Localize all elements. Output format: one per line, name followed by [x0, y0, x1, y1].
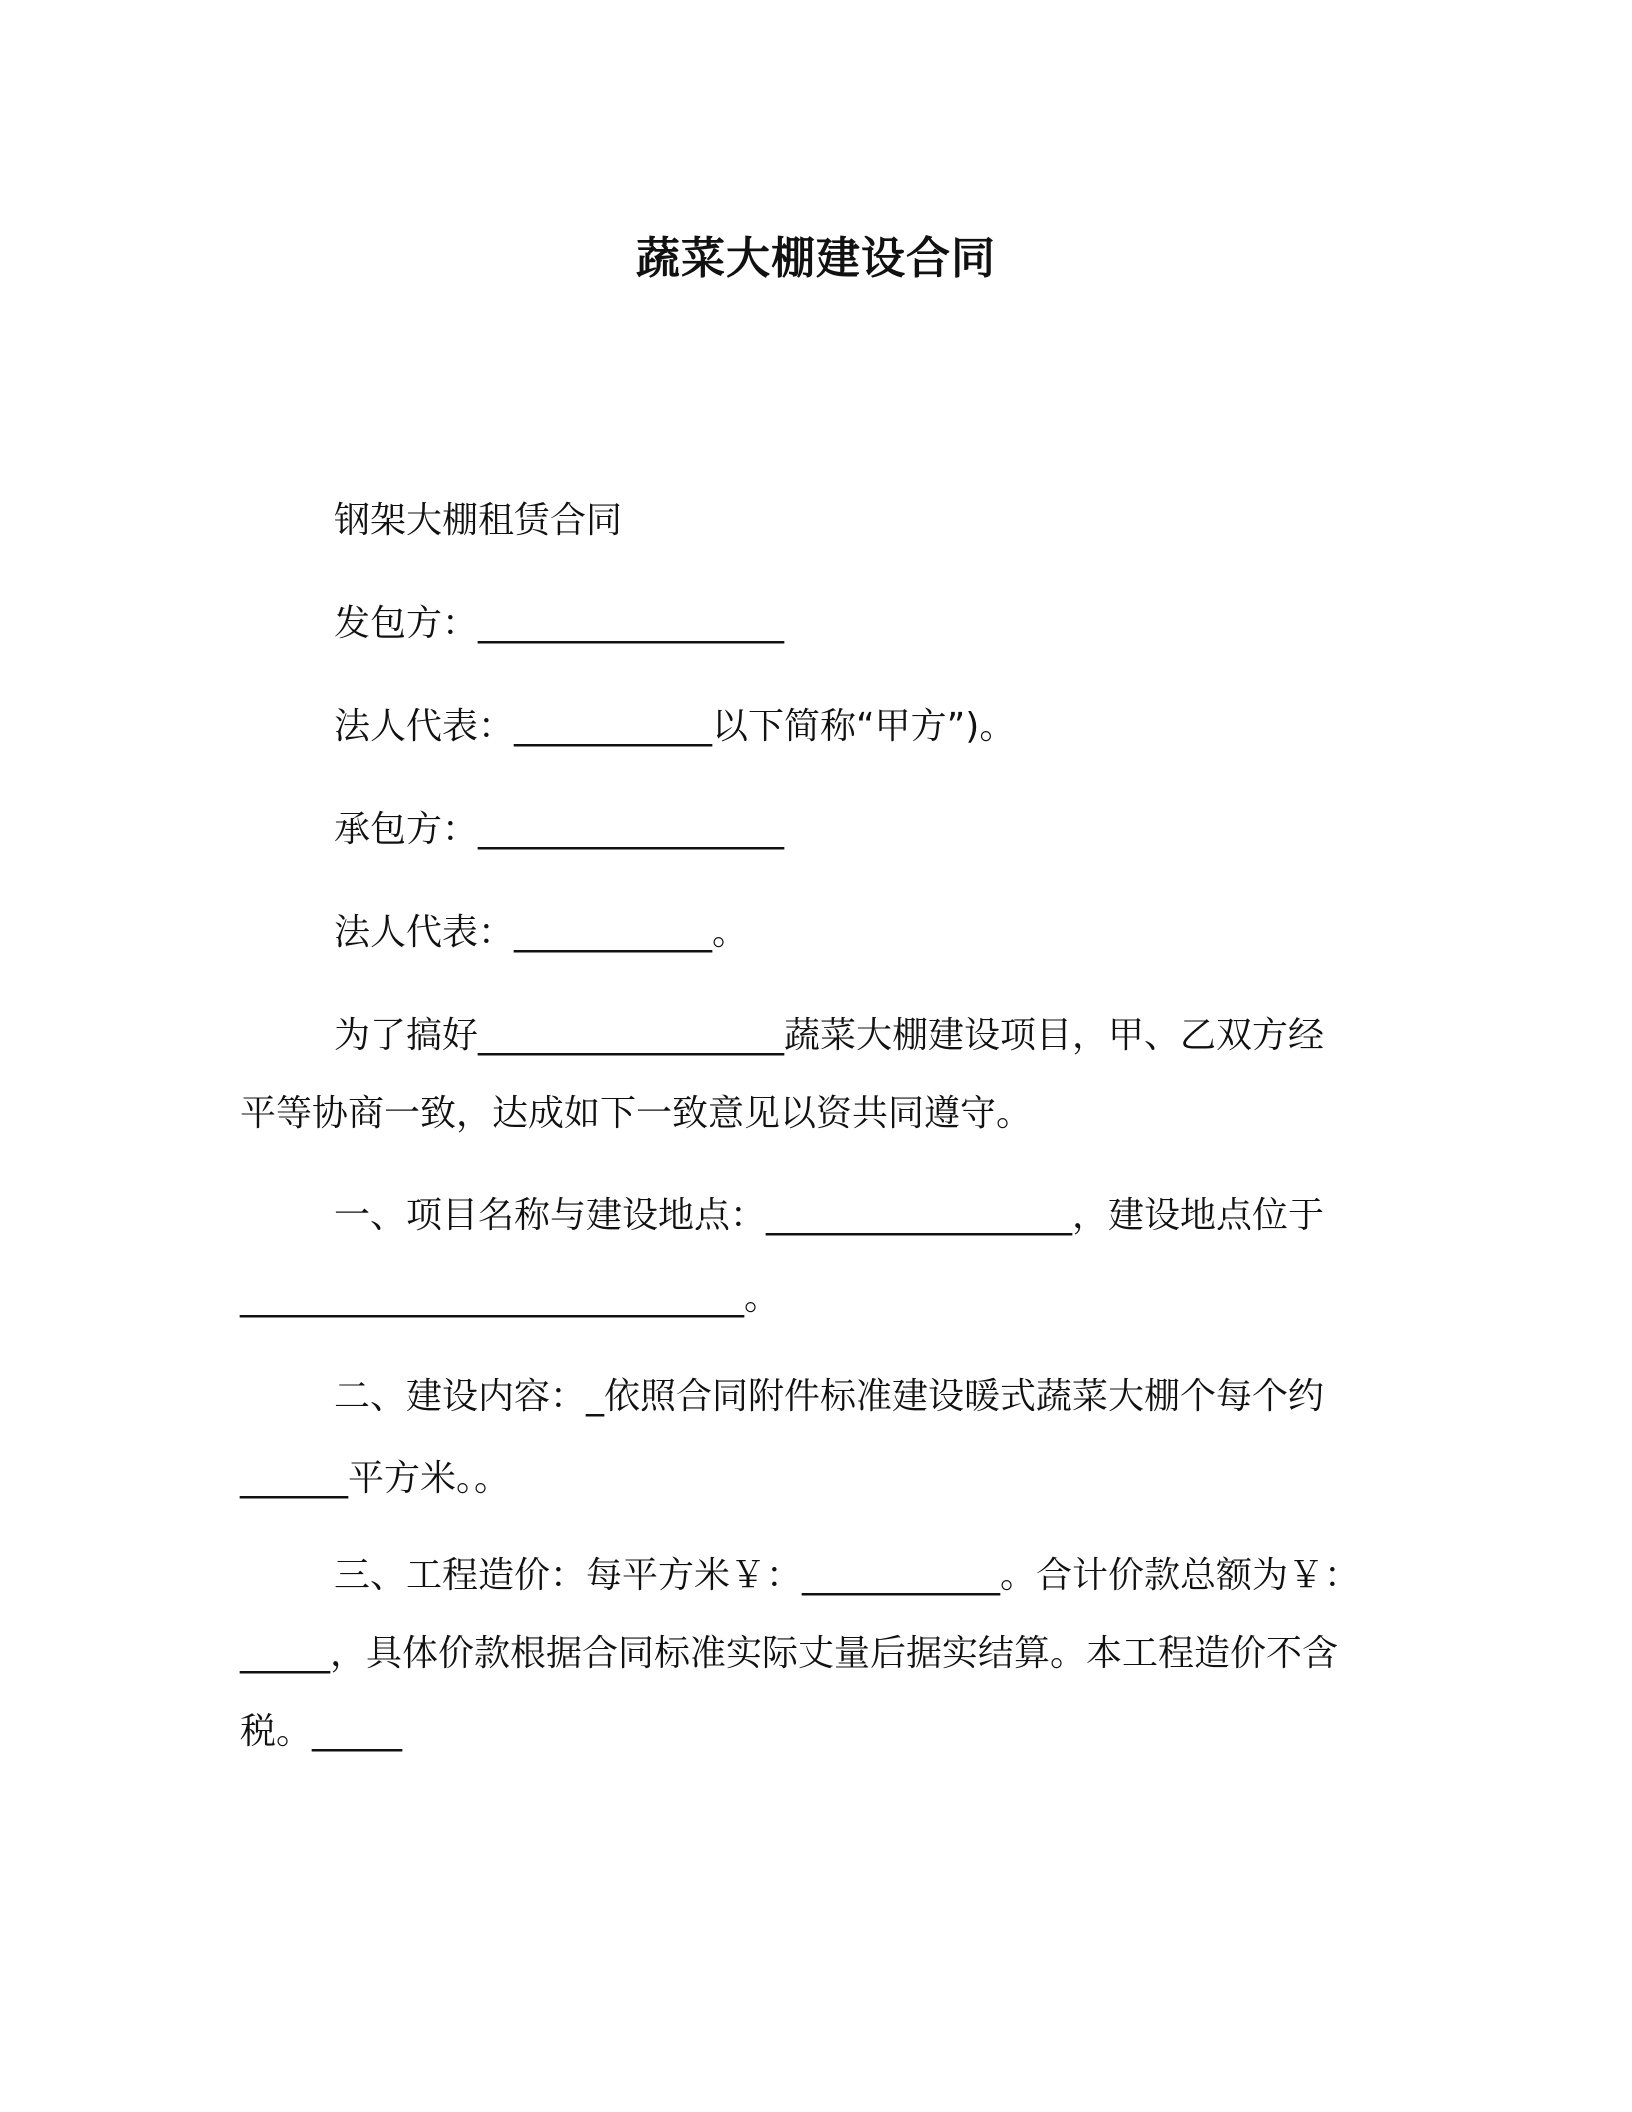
clause-3-line-1: 三、工程造价：每平方米￥：___________。合计价款总额为￥：: [334, 1555, 1361, 1596]
clause-1-line-1: 一、项目名称与建设地点：_________________，建设地点位于: [334, 1195, 1325, 1236]
paragraph-intro-line-2: 平等协商一致，达成如下一致意见以资共同遵守。: [240, 1093, 1033, 1134]
clause-3-line-2: _____，具体价款根据合同标准实际丈量后据实结算。本工程造价不含: [240, 1633, 1339, 1674]
paragraph-intro-line-1: 为了搞好_________________蔬菜大棚建设项目，甲、乙双方经: [334, 1015, 1325, 1056]
clause-2-line-1: 二、建设内容：_依照合同附件标准建设暖式蔬菜大棚个每个约: [334, 1376, 1325, 1417]
document-title: 蔬菜大棚建设合同: [636, 233, 996, 284]
contractor-line: 承包方：_________________: [334, 809, 785, 850]
subtitle-line: 钢架大棚租赁合同: [334, 500, 623, 541]
clause-1-line-2: ____________________________。: [240, 1277, 780, 1318]
issuer-line: 发包方：_________________: [334, 603, 785, 644]
clause-3-line-3: 税。_____: [240, 1711, 403, 1752]
clause-2-line-2: ______平方米。。: [240, 1458, 511, 1499]
legal-rep-a-line: 法人代表：___________以下简称“甲方”)。: [334, 706, 1016, 747]
legal-rep-b-line: 法人代表：___________。: [334, 912, 749, 953]
